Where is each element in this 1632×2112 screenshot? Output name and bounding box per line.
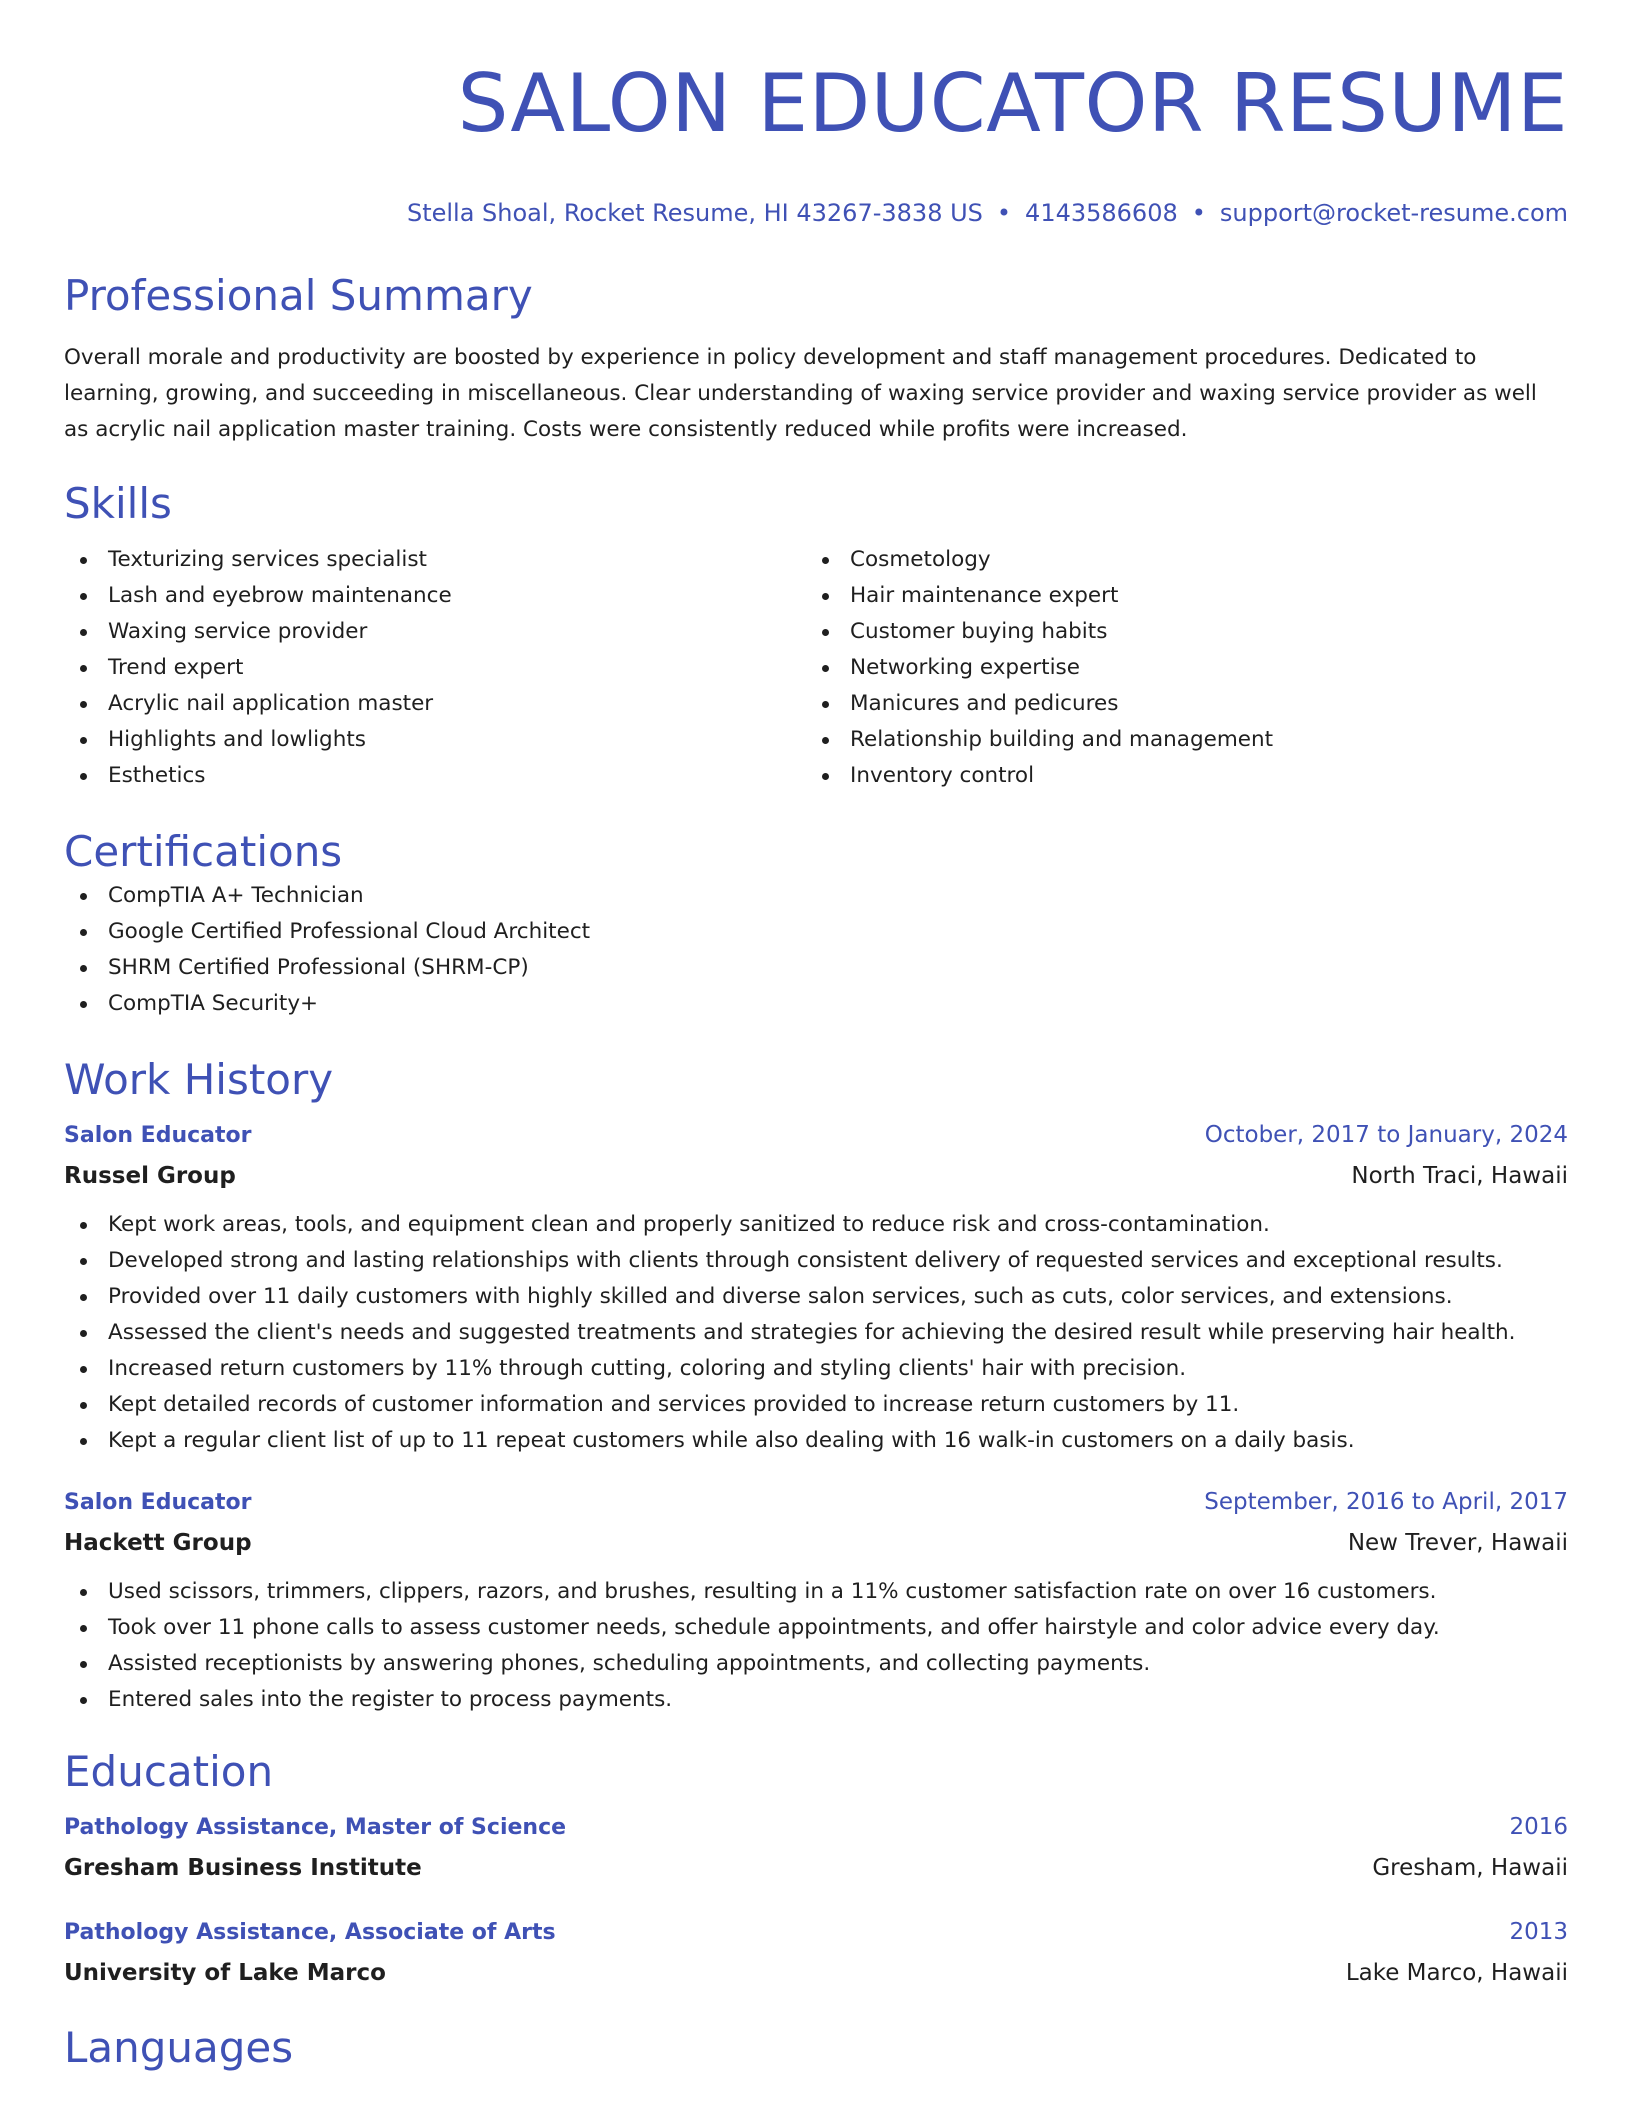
job-role: Salon Educator: [64, 1490, 252, 1515]
certifications-section: [64, 826, 1568, 1022]
job-role: Salon Educator: [64, 1123, 252, 1148]
job-bullet: Entered sales into the register to process payments.: [64, 1682, 1568, 1718]
job-bullet: Assessed the client's needs and suggested treatments and strategies for achieving the desired result while preserving hair health.: [64, 1315, 1568, 1351]
education-year: 2016: [1509, 1814, 1568, 1840]
job-bullets: [64, 1207, 1568, 1459]
job-subheader: [64, 1526, 1568, 1560]
job-dates: September, 2016 to April, 2017: [1204, 1489, 1568, 1515]
skill-item: Relationship building and management: [806, 722, 1548, 758]
job-header: [64, 1118, 1568, 1153]
education-subheader: [64, 1851, 1568, 1885]
resume-header: [64, 0, 1568, 228]
education-school: Gresham Business Institute: [64, 1855, 422, 1881]
skill-item: Waxing service provider: [64, 614, 806, 650]
languages-section: [64, 2022, 1568, 2074]
skill-item: Esthetics: [64, 758, 806, 794]
skill-item: Texturizing services specialist: [64, 542, 806, 578]
job-entry: [64, 1485, 1568, 1718]
certification-item: CompTIA A+ Technician: [64, 878, 1568, 914]
contact-email[interactable]: support@rocket-resume.com: [1219, 199, 1568, 227]
languages-heading: Languages: [64, 2023, 294, 2072]
contact-phone[interactable]: 4143586608: [1025, 199, 1178, 227]
education-header: [64, 1915, 1568, 1950]
education-location: Lake Marco, Hawaii: [1345, 1960, 1568, 1986]
job-bullet: Kept a regular client list of up to 11 repeat customers while also dealing with 16 walk-in customers on a daily basis.: [64, 1423, 1568, 1459]
summary-text: Overall morale and productivity are boosted by experience in policy development and staff management procedures. Dedicated to learning, growing, and succeeding in miscellaneous. Clear understanding of waxing service provider and waxing service provider as well as acrylic nail application master training. Costs were consistently reduced while profits were increased.: [64, 345, 1537, 442]
certification-item: Google Certified Professional Cloud Architect: [64, 914, 1568, 950]
skill-item: Hair maintenance expert: [806, 578, 1548, 614]
skill-item: Trend expert: [64, 650, 806, 686]
skills-columns: [64, 542, 1568, 794]
contact-address: Stella Shoal, Rocket Resume, HI 43267-3838 US: [406, 199, 983, 227]
job-dates: October, 2017 to January, 2024: [1204, 1122, 1568, 1148]
certification-item: SHRM Certified Professional (SHRM-CP): [64, 950, 1568, 986]
certifications-heading: Certifications: [64, 827, 343, 876]
job-bullet: Provided over 11 daily customers with highly skilled and diverse salon services, such as cuts, color services, and extensions.: [64, 1279, 1568, 1315]
work-history-heading: Work History: [64, 1055, 334, 1104]
education-location: Gresham, Hawaii: [1372, 1855, 1568, 1881]
job-bullet: Kept detailed records of customer information and services provided to increase return customers by 11.: [64, 1387, 1568, 1423]
education-school: University of Lake Marco: [64, 1960, 386, 1986]
resume-title: SALON EDUCATOR RESUME: [457, 57, 1568, 150]
education-entry: [64, 1915, 1568, 1990]
skill-item: Networking expertise: [806, 650, 1548, 686]
skill-item: Highlights and lowlights: [64, 722, 806, 758]
skill-item: Lash and eyebrow maintenance: [64, 578, 806, 614]
skill-item: Acrylic nail application master: [64, 686, 806, 722]
education-section: [64, 1746, 1568, 1990]
contact-separator: •: [996, 199, 1012, 227]
job-bullet: Took over 11 phone calls to assess customer needs, schedule appointments, and offer hairstyle and color advice every day.: [64, 1610, 1568, 1646]
work-history-section: [64, 1054, 1568, 1718]
skill-item: Manicures and pedicures: [806, 686, 1548, 722]
education-year: 2013: [1509, 1919, 1568, 1945]
skills-list-left: [64, 542, 806, 794]
job-bullet: Developed strong and lasting relationships with clients through consistent delivery of requested services and exceptional results.: [64, 1243, 1568, 1279]
job-bullet: Increased return customers by 11% through cutting, coloring and styling clients' hair with precision.: [64, 1351, 1568, 1387]
job-subheader: [64, 1159, 1568, 1193]
contact-line: [64, 198, 1568, 228]
job-location: North Traci, Hawaii: [1351, 1163, 1568, 1189]
summary-section: [64, 270, 1568, 448]
job-bullet: Assisted receptionists by answering phones, scheduling appointments, and collecting payments.: [64, 1646, 1568, 1682]
education-header: [64, 1810, 1568, 1845]
contact-separator: •: [1191, 199, 1206, 227]
job-company: Russel Group: [64, 1163, 236, 1189]
job-header: [64, 1485, 1568, 1520]
job-bullets: [64, 1574, 1568, 1718]
education-degree: Pathology Assistance, Associate of Arts: [64, 1920, 556, 1945]
skill-item: Cosmetology: [806, 542, 1548, 578]
job-company: Hackett Group: [64, 1530, 252, 1556]
education-entry: [64, 1810, 1568, 1885]
skills-list-right: [806, 542, 1548, 794]
job-bullet: Kept work areas, tools, and equipment clean and properly sanitized to reduce risk and cross-contamination.: [64, 1207, 1568, 1243]
summary-heading: Professional Summary: [64, 271, 533, 320]
skills-heading: Skills: [64, 479, 172, 528]
skill-item: Customer buying habits: [806, 614, 1548, 650]
education-subheader: [64, 1956, 1568, 1990]
certification-item: CompTIA Security+: [64, 986, 1568, 1022]
education-degree: Pathology Assistance, Master of Science: [64, 1815, 567, 1840]
job-location: New Trever, Hawaii: [1347, 1530, 1568, 1556]
skills-section: [64, 478, 1568, 794]
job-entry: [64, 1118, 1568, 1459]
job-bullet: Used scissors, trimmers, clippers, razors, and brushes, resulting in a 11% customer satisfaction rate on over 16 customers.: [64, 1574, 1568, 1610]
certifications-list: [64, 878, 1568, 1022]
skill-item: Inventory control: [806, 758, 1548, 794]
education-heading: Education: [64, 1747, 274, 1796]
